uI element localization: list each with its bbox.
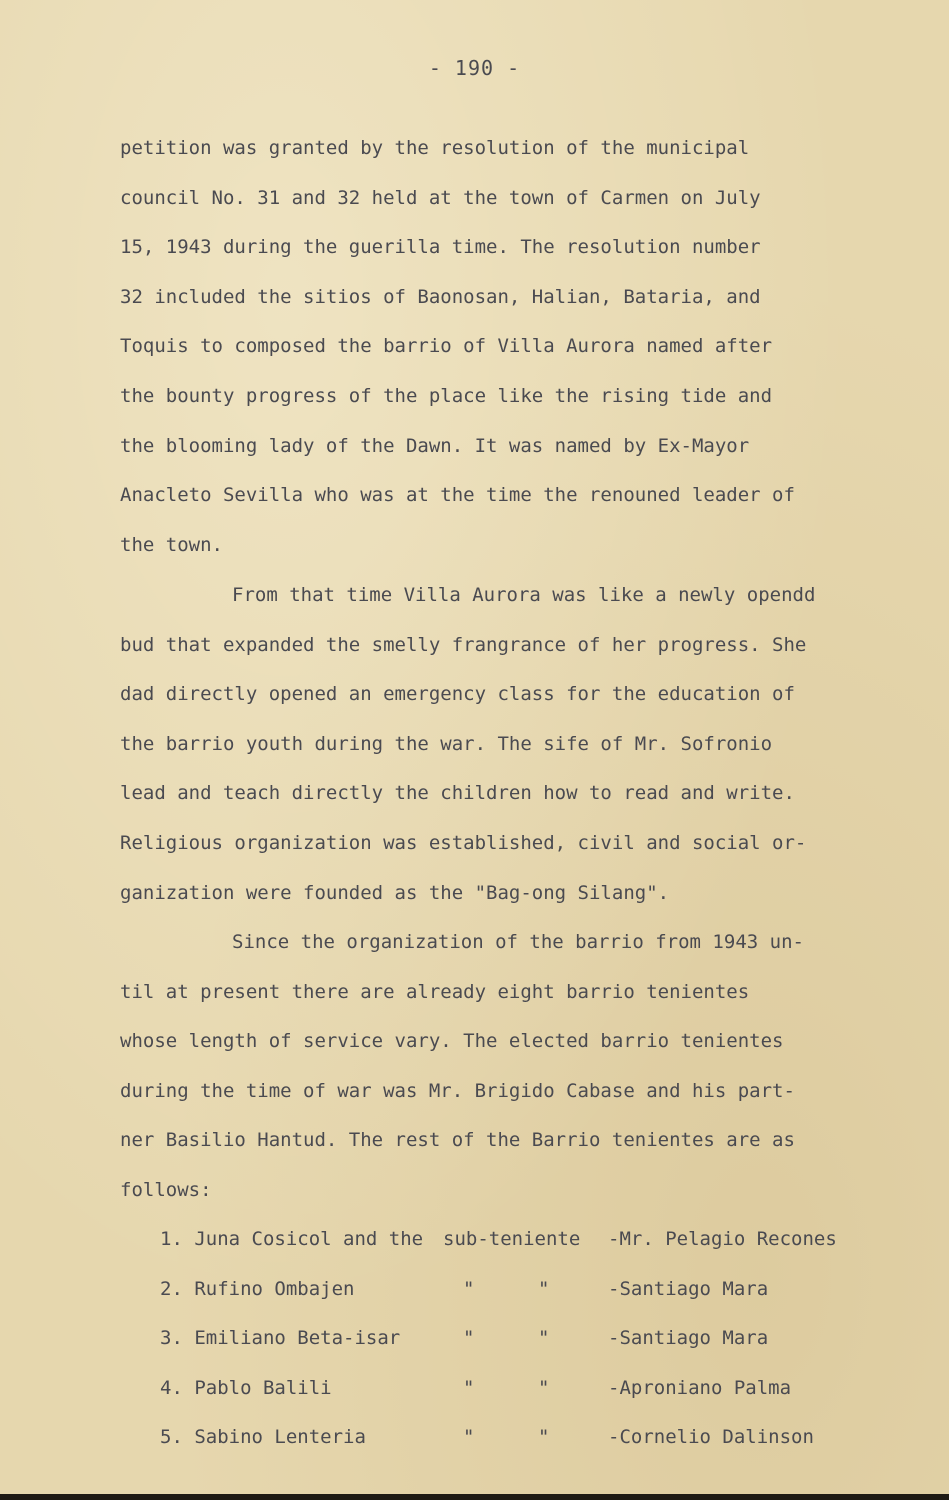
text-line: ganization were founded as the "Bag-ong Silang". xyxy=(120,881,670,904)
paragraph-2 xyxy=(120,571,860,918)
ditto-mark: " xyxy=(463,1426,475,1448)
text-line: follows: xyxy=(120,1178,212,1201)
text-line: the town. xyxy=(120,533,223,556)
text-line: Since the organization of the barrio from 1943 un- xyxy=(232,931,804,953)
ditto-mark: " xyxy=(538,1426,550,1448)
text-line: Anacleto Sevilla who was at the time the renouned leader of xyxy=(120,484,795,507)
ditto-mark: " xyxy=(538,1376,550,1399)
teniente-name: 5. Sabino Lenteria xyxy=(160,1426,366,1448)
text-line: lead and teach directly the children how to read and write. xyxy=(120,782,795,805)
sub-teniente-name: -Santiago Mara xyxy=(608,1277,769,1300)
text-line: til at present there are already eight barrio tenientes xyxy=(120,980,750,1003)
sub-teniente-label: sub-teniente xyxy=(443,1228,581,1250)
ditto-mark: " xyxy=(538,1327,550,1349)
page-number: - 190 - xyxy=(428,56,521,80)
text-line: 15, 1943 during the guerilla time. The resolution number xyxy=(120,236,761,259)
text-line: whose length of service vary. The elected barrio tenientes xyxy=(120,1030,784,1053)
paragraph-1 xyxy=(120,124,860,570)
text-line: Religious organization was established, civil and social or- xyxy=(120,831,807,854)
teniente-name: 2. Rufino Ombajen xyxy=(160,1277,355,1300)
sub-teniente-name: -Santiago Mara xyxy=(608,1327,769,1349)
text-line: the blooming lady of the Dawn. It was named by Ex-Mayor xyxy=(120,434,750,457)
text-line: From that time Villa Aurora was like a newly opendd xyxy=(232,584,816,606)
text-line: dad directly opened an emergency class for the education of xyxy=(120,683,795,706)
text-line: during the time of war was Mr. Brigido Cabase and his part- xyxy=(120,1079,795,1102)
ditto-mark: " xyxy=(463,1327,475,1349)
text-line: Toquis to composed the barrio of Villa Aurora named after xyxy=(120,335,773,358)
text-line: 32 included the sitios of Baonosan, Halian, Bataria, and xyxy=(120,285,761,308)
teniente-name: 1. Juna Cosicol and the xyxy=(160,1228,424,1250)
sub-teniente-name: -Aproniano Palma xyxy=(608,1376,792,1399)
list-item xyxy=(160,1215,860,1265)
teniente-name: 3. Emiliano Beta-isar xyxy=(160,1327,401,1349)
ditto-mark: " xyxy=(463,1376,475,1399)
tenientes-list xyxy=(160,1215,860,1463)
text-line: the bounty progress of the place like the rising tide and xyxy=(120,384,773,407)
page-bottom-edge xyxy=(0,1494,949,1500)
list-item xyxy=(160,1364,860,1414)
list-item xyxy=(160,1413,860,1463)
sub-teniente-name: -Cornelio Dalinson xyxy=(608,1426,814,1448)
list-item xyxy=(160,1265,860,1315)
paragraph-3 xyxy=(120,918,860,1216)
text-line: council No. 31 and 32 held at the town of Carmen on July xyxy=(120,186,761,209)
teniente-name: 4. Pablo Balili xyxy=(160,1376,332,1399)
ditto-mark: " xyxy=(463,1277,475,1300)
text-line: bud that expanded the smelly frangrance of her progress. She xyxy=(120,633,807,656)
text-line: ner Basilio Hantud. The rest of the Barrio tenientes are as xyxy=(120,1129,795,1152)
text-line: the barrio youth during the war. The sife of Mr. Sofronio xyxy=(120,732,773,755)
text-line: petition was granted by the resolution of the municipal xyxy=(120,137,750,159)
sub-teniente-name: -Mr. Pelagio Recones xyxy=(608,1228,837,1250)
ditto-mark: " xyxy=(538,1277,550,1300)
list-item xyxy=(160,1314,860,1364)
